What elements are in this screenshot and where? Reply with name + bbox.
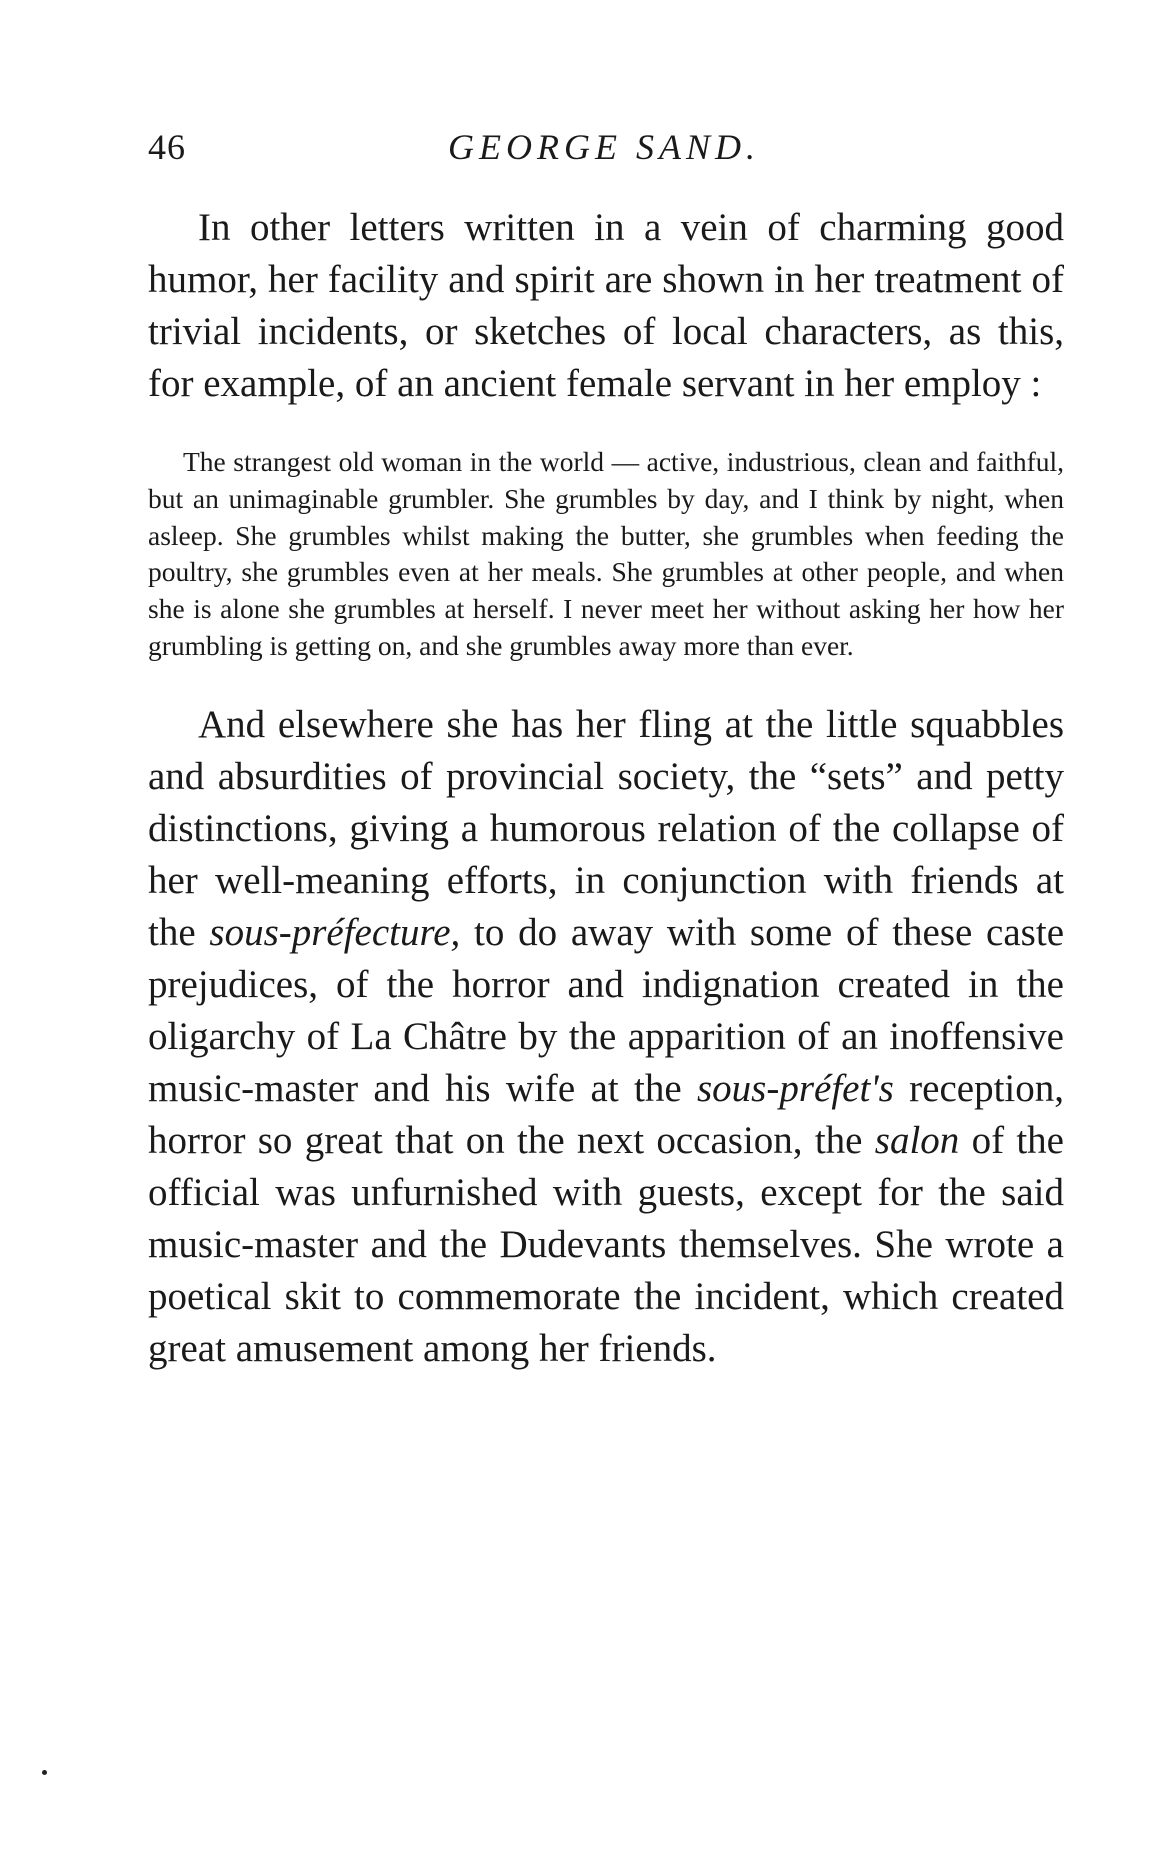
running-head (148, 118, 1064, 178)
paragraph-2-text-2: to do away with some of these caste prejudices, of the horror and indignation created in the oligarchy of La Châtre by the apparition of an inoffensive music-master and his wife at the (148, 910, 1065, 1110)
italic-term-salon: salon (874, 1118, 960, 1162)
italic-term-sous-prefet: sous-préfet's (697, 1066, 894, 1110)
paragraph-2-text-4: of the official was unfurnished with guests, except for the said music-master and the Dudevants themselves. She wrote a poetical skit to commemorate the incident, which created great amusement among her friends. (148, 1118, 1064, 1370)
ink-speck (42, 1770, 47, 1775)
block-quotation: The strangest old woman in the world — active, industrious, clean and faithful, but an unimaginable grumbler. She grumbles by day, and I think by night, when asleep. She grumbles whilst making the butter, she grumbles when feeding the poultry, she grumbles even at her meals. She grumbles at other people, and when she is alone she grumbles at herself. I never meet her without asking her how her grumbling is getting on, and she grumbles away more than ever. (148, 446, 1064, 661)
page-number: 46 (148, 127, 186, 167)
paragraph-2-text-1: And elsewhere she has her fling at the little squabbles and absurdities of provincial society, the “sets” and petty distinctions, giving a humorous relation of the collapse of her well-meaning efforts, in conjunction with friends at the (148, 702, 1064, 954)
running-title: GEORGE SAND. (448, 127, 760, 167)
body-paragraph-1: In other letters written in a vein of charming good humor, her facility and spirit are shown in her treatment of trivial incidents, or sketches of local characters, as this, for example, of an ancient female servant in her employ : (148, 206, 1064, 405)
italic-term-sous-prefecture: sous-préfecture, (209, 910, 461, 954)
book-page (148, 118, 1064, 1375)
body-paragraph-2 (148, 699, 1064, 1375)
paragraph-2-text-3: reception, horror so great that on the next occasion, the (148, 1066, 1064, 1162)
